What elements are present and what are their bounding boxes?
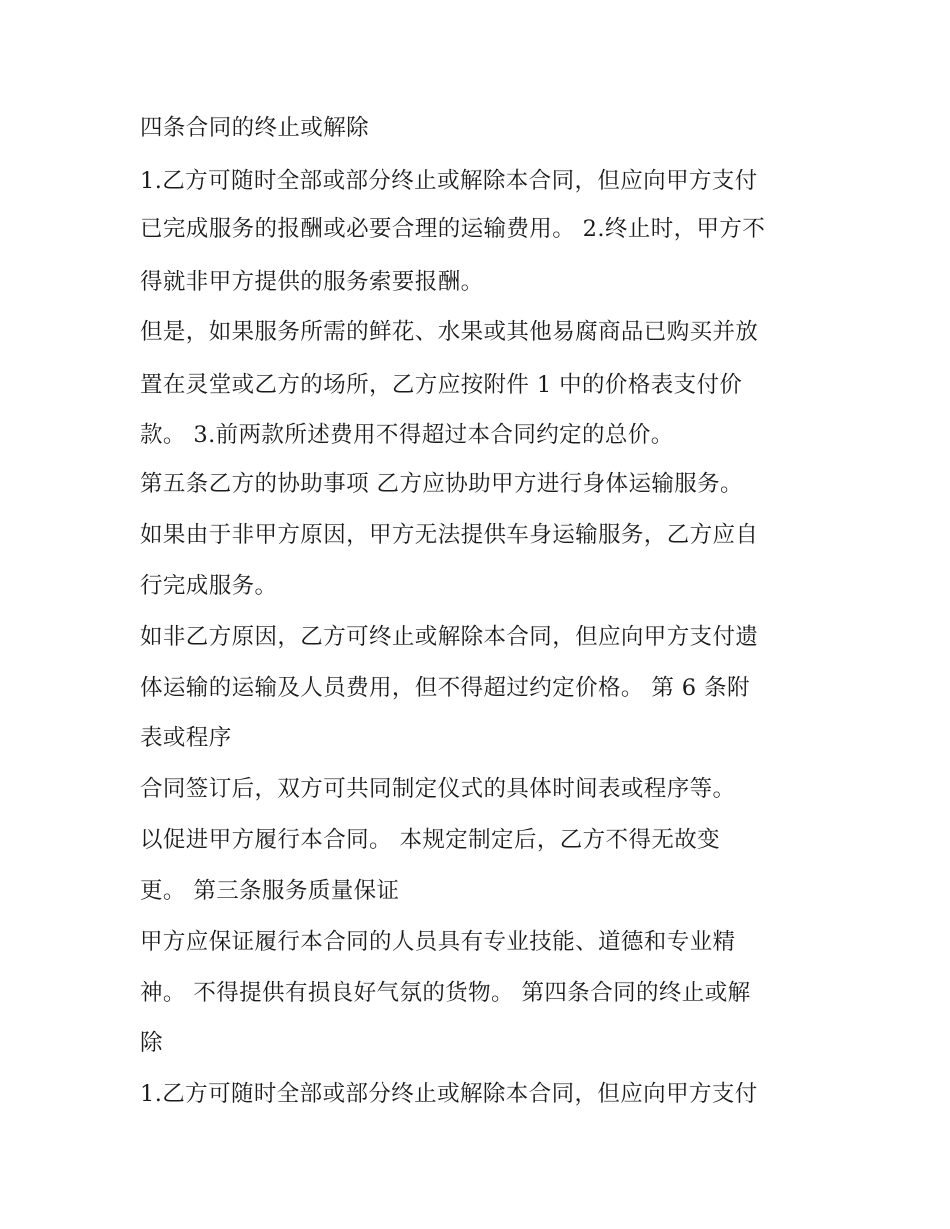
text-line: 如果由于非甲方原因，甲方无法提供车身运输服务，乙方应自 <box>140 522 759 548</box>
text-line: 但是，如果服务所需的鲜花、水果或其他易腐商品已购买并放 <box>140 319 759 345</box>
text-line: 神。 不得提供有损良好气氛的货物。 第四条合同的终止或解 <box>140 980 751 1006</box>
text-line: 款。 3.前两款所述费用不得超过本合同约定的总价。 <box>140 422 674 448</box>
text-line: 得就非甲方提供的服务索要报酬。 <box>140 269 484 295</box>
text-line: 以促进甲方履行本合同。 本规定制定后，乙方不得无故变 <box>140 827 721 853</box>
text-line: 更。 第三条服务质量保证 <box>140 878 400 904</box>
text-line: 体运输的运输及人员费用，但不得超过约定价格。 第 6 条附 <box>140 675 750 701</box>
text-line: 表或程序 <box>140 725 232 751</box>
text-line: 置在灵堂或乙方的场所，乙方应按附件 1 中的价格表支付价 <box>140 372 743 398</box>
text-line: 1.乙方可随时全部或部分终止或解除本合同，但应向甲方支付 <box>140 1081 758 1107</box>
text-line: 四条合同的终止或解除 <box>140 115 370 141</box>
text-line: 如非乙方原因，乙方可终止或解除本合同，但应向甲方支付遗 <box>140 624 759 650</box>
text-line: 行完成服务。 <box>140 573 278 599</box>
text-line: 甲方应保证履行本合同的人员具有专业技能、道德和专业精 <box>140 929 736 955</box>
text-line: 合同签订后，双方可共同制定仪式的具体时间表或程序等。 <box>140 776 736 802</box>
text-line: 已完成服务的报酬或必要合理的运输费用。 2.终止时，甲方不 <box>140 216 766 242</box>
text-line: 第五条乙方的协助事项 乙方应协助甲方进行身体运输服务。 <box>140 471 743 497</box>
text-line: 1.乙方可随时全部或部分终止或解除本合同，但应向甲方支付 <box>140 168 758 194</box>
text-line: 除 <box>140 1030 163 1056</box>
